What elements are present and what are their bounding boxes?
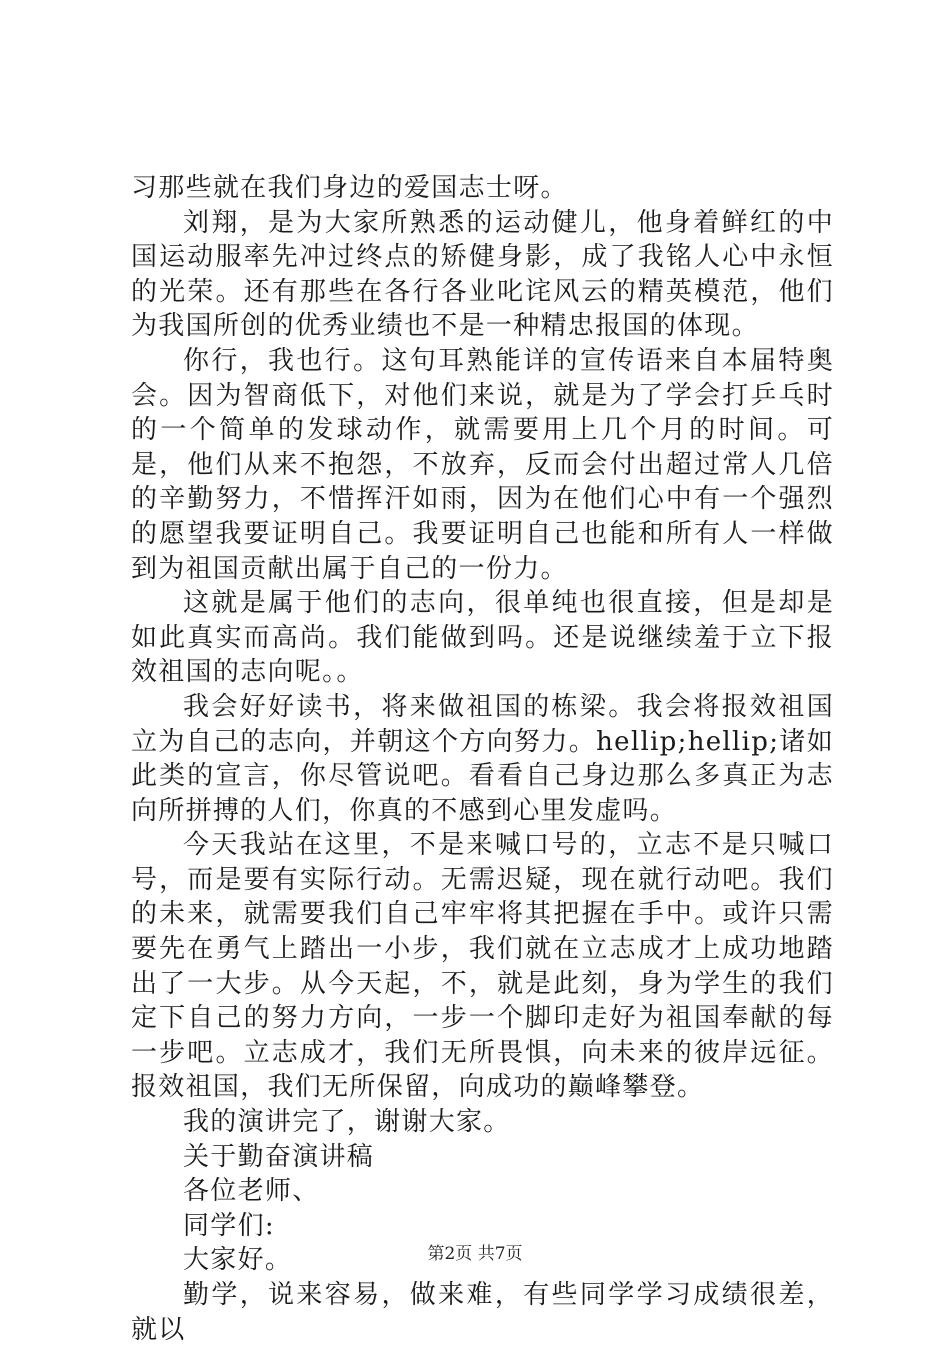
paragraph: 你行，我也行。这句耳熟能详的宣传语来自本届特奥会。因为智商低下，对他们来说，就是为了学会打乒乓时的一个简单的发球动作，就需要用上几个月的时间。可是，他们从来不抱怨，不放弃，反而会付出超过常人几倍的辛勤努力，不惜挥汗如雨，因为在他们心中有一个强烈的愿望我要证明自己。我要证明自己也能和所有人一样做到为祖国贡献出属于自己的一份力。 (131, 345, 834, 584)
closing-line: 我的演讲完了，谢谢大家。 (183, 1107, 511, 1138)
paragraph: 这就是属于他们的志向，很单纯也很直接，但是却是如此真实而高尚。我们能做到吗。还是说继续羞于立下报效祖国的志向呢。。 (131, 588, 834, 688)
salutation-students: 同学们: (183, 1210, 275, 1241)
paragraph: 我会好好读书，将来做祖国的栋梁。我会将报效祖国立为自己的志向，并朝这个方向努力。hellip;hellip;诸如此类的宣言，你尽管说吧。看看自己身边那么多真正为志向所拼搏的人们，你真的不感到心里发虚吗。 (131, 691, 834, 826)
paragraph: 刘翔，是为大家所熟悉的运动健儿，他身着鲜红的中国运动服率先冲过终点的矫健身影，成了我铭人心中永恒的光荣。还有那些在各行各业叱诧风云的精英模范，他们为我国所创的优秀业绩也不是一种精忠报国的体现。 (131, 207, 834, 342)
document-body (131, 171, 834, 1347)
salutation-teachers: 各位老师、 (183, 1176, 320, 1207)
paragraph: 今天我站在这里，不是来喊口号的，立志不是只喊口号，而是要有实际行动。无需迟疑，现在就行动吧。我们的未来，就需要我们自己牢牢将其把握在手中。或许只需要先在勇气上踏出一小步，我们就在立志成才上成功地踏出了一大步。从今天起，不，就是此刻，身为学生的我们定下自己的努力方向，一步一个脚印走好为祖国奉献的每一步吧。立志成才，我们无所畏惧，向未来的彼岸远征。报效祖国，我们无所保留，向成功的巅峰攀登。 (131, 830, 834, 1103)
page-number: 第2页 共7页 (427, 1244, 523, 1264)
greeting: 大家好。 (183, 1245, 293, 1276)
speech-title: 关于勤奋演讲稿 (183, 1141, 375, 1172)
paragraph: 勤学，说来容易，做来难，有些同学学习成绩很差，就以 (131, 1280, 834, 1345)
paragraph: 习那些就在我们身边的爱国志士呀。 (131, 173, 568, 203)
